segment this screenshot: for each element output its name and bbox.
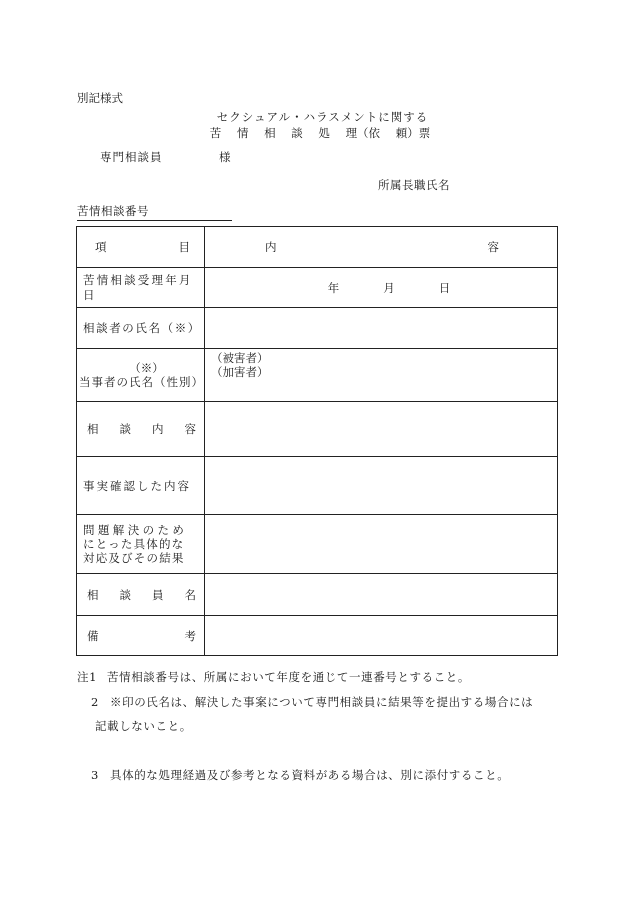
consultation-content-field[interactable]: [205, 402, 558, 457]
title-char: 理（依: [345, 126, 381, 140]
header-item-char: 目: [178, 240, 190, 254]
form-title-line2: [0, 125, 630, 141]
table-row: [77, 308, 558, 349]
row-label-counselor-name: [77, 574, 205, 616]
row-label-consulter-name: 相談者の氏名（※）: [77, 308, 205, 349]
receipt-date-field[interactable]: [205, 268, 558, 308]
table-row: [77, 268, 558, 308]
header-content-cell: [205, 227, 558, 268]
resolution-field[interactable]: [205, 515, 558, 574]
title-char: 情: [236, 126, 249, 140]
label-char: 内: [152, 422, 164, 436]
note-2-continued: 記載しないこと。: [95, 719, 192, 733]
row-label-consultation-content: [77, 402, 205, 457]
case-number-field[interactable]: [77, 203, 232, 221]
consulter-name-field[interactable]: [205, 308, 558, 349]
label-char: 備: [87, 628, 99, 643]
note-number: 2: [91, 695, 99, 709]
header-item-char: 項: [95, 240, 107, 254]
label-char: 容: [184, 422, 196, 436]
honorific-label: 様: [219, 150, 231, 164]
remarks-field[interactable]: [205, 616, 558, 656]
day-label: 日: [438, 280, 451, 295]
label-char: 談: [119, 422, 131, 436]
table-header-row: [77, 227, 558, 268]
month-label: 月: [383, 280, 395, 295]
label-char: 員: [152, 587, 164, 602]
header-content-char: 内: [265, 240, 277, 254]
parties-field[interactable]: [205, 349, 558, 402]
addressee-label: 専門相談員: [100, 150, 163, 164]
row-label-remarks: [77, 616, 205, 656]
note-text: 苦情相談番号は、所属において年度を通じて一連番号とすること。: [107, 670, 470, 684]
form-title-line1: セクシュアル・ハラスメントに関する: [216, 110, 429, 124]
note-3: [91, 767, 509, 783]
note-2: [91, 694, 533, 710]
case-number-label: 苦情相談番号: [77, 204, 149, 218]
row-label-resolution: 問題解決のため にとった具体的な 対応及びその結果: [77, 515, 205, 574]
table-row: [77, 402, 558, 457]
title-char: 苦: [209, 126, 222, 140]
title-char: 処: [318, 126, 330, 140]
chief-name-label: 所属長職氏名: [378, 178, 450, 192]
header-item-cell: [77, 227, 205, 268]
label-char: 談: [119, 587, 131, 602]
note-text: ※印の氏名は、解決した事案について専門相談員に結果等を提出する場合には: [110, 695, 534, 709]
label-char: 考: [184, 628, 196, 643]
label-char: 相: [87, 587, 99, 602]
counselor-name-field[interactable]: [205, 574, 558, 616]
row-label-receipt-date: 苦情相談受理年月日: [77, 268, 205, 308]
table-row: [77, 574, 558, 616]
year-label: 年: [327, 280, 340, 295]
row-label-parties: （※） 当事者の氏名（性別）: [77, 349, 205, 402]
table-row: [77, 616, 558, 656]
title-char: 頼）票: [395, 126, 431, 140]
table-row: [77, 457, 558, 515]
consultation-form-table: [76, 226, 558, 656]
title-char: 談: [291, 126, 303, 140]
label-char: 名: [184, 587, 196, 602]
note-1: [77, 669, 470, 685]
fact-check-field[interactable]: [205, 457, 558, 515]
form-kind-label: 別記様式: [77, 91, 123, 105]
table-row: [77, 349, 558, 402]
note-number: 注1: [77, 670, 98, 684]
table-row: [77, 515, 558, 574]
offender-label: （加害者）: [211, 365, 269, 379]
note-number: 3: [91, 768, 99, 782]
note-text: 具体的な処理経過及び参考となる資料がある場合は、別に添付すること。: [110, 768, 510, 782]
row-label-fact-check: 事実確認した内容: [77, 457, 205, 515]
victim-label: （被害者）: [211, 351, 269, 365]
title-char: 相: [264, 126, 276, 140]
header-content-char: 容: [487, 240, 499, 254]
label-char: 相: [87, 422, 99, 436]
